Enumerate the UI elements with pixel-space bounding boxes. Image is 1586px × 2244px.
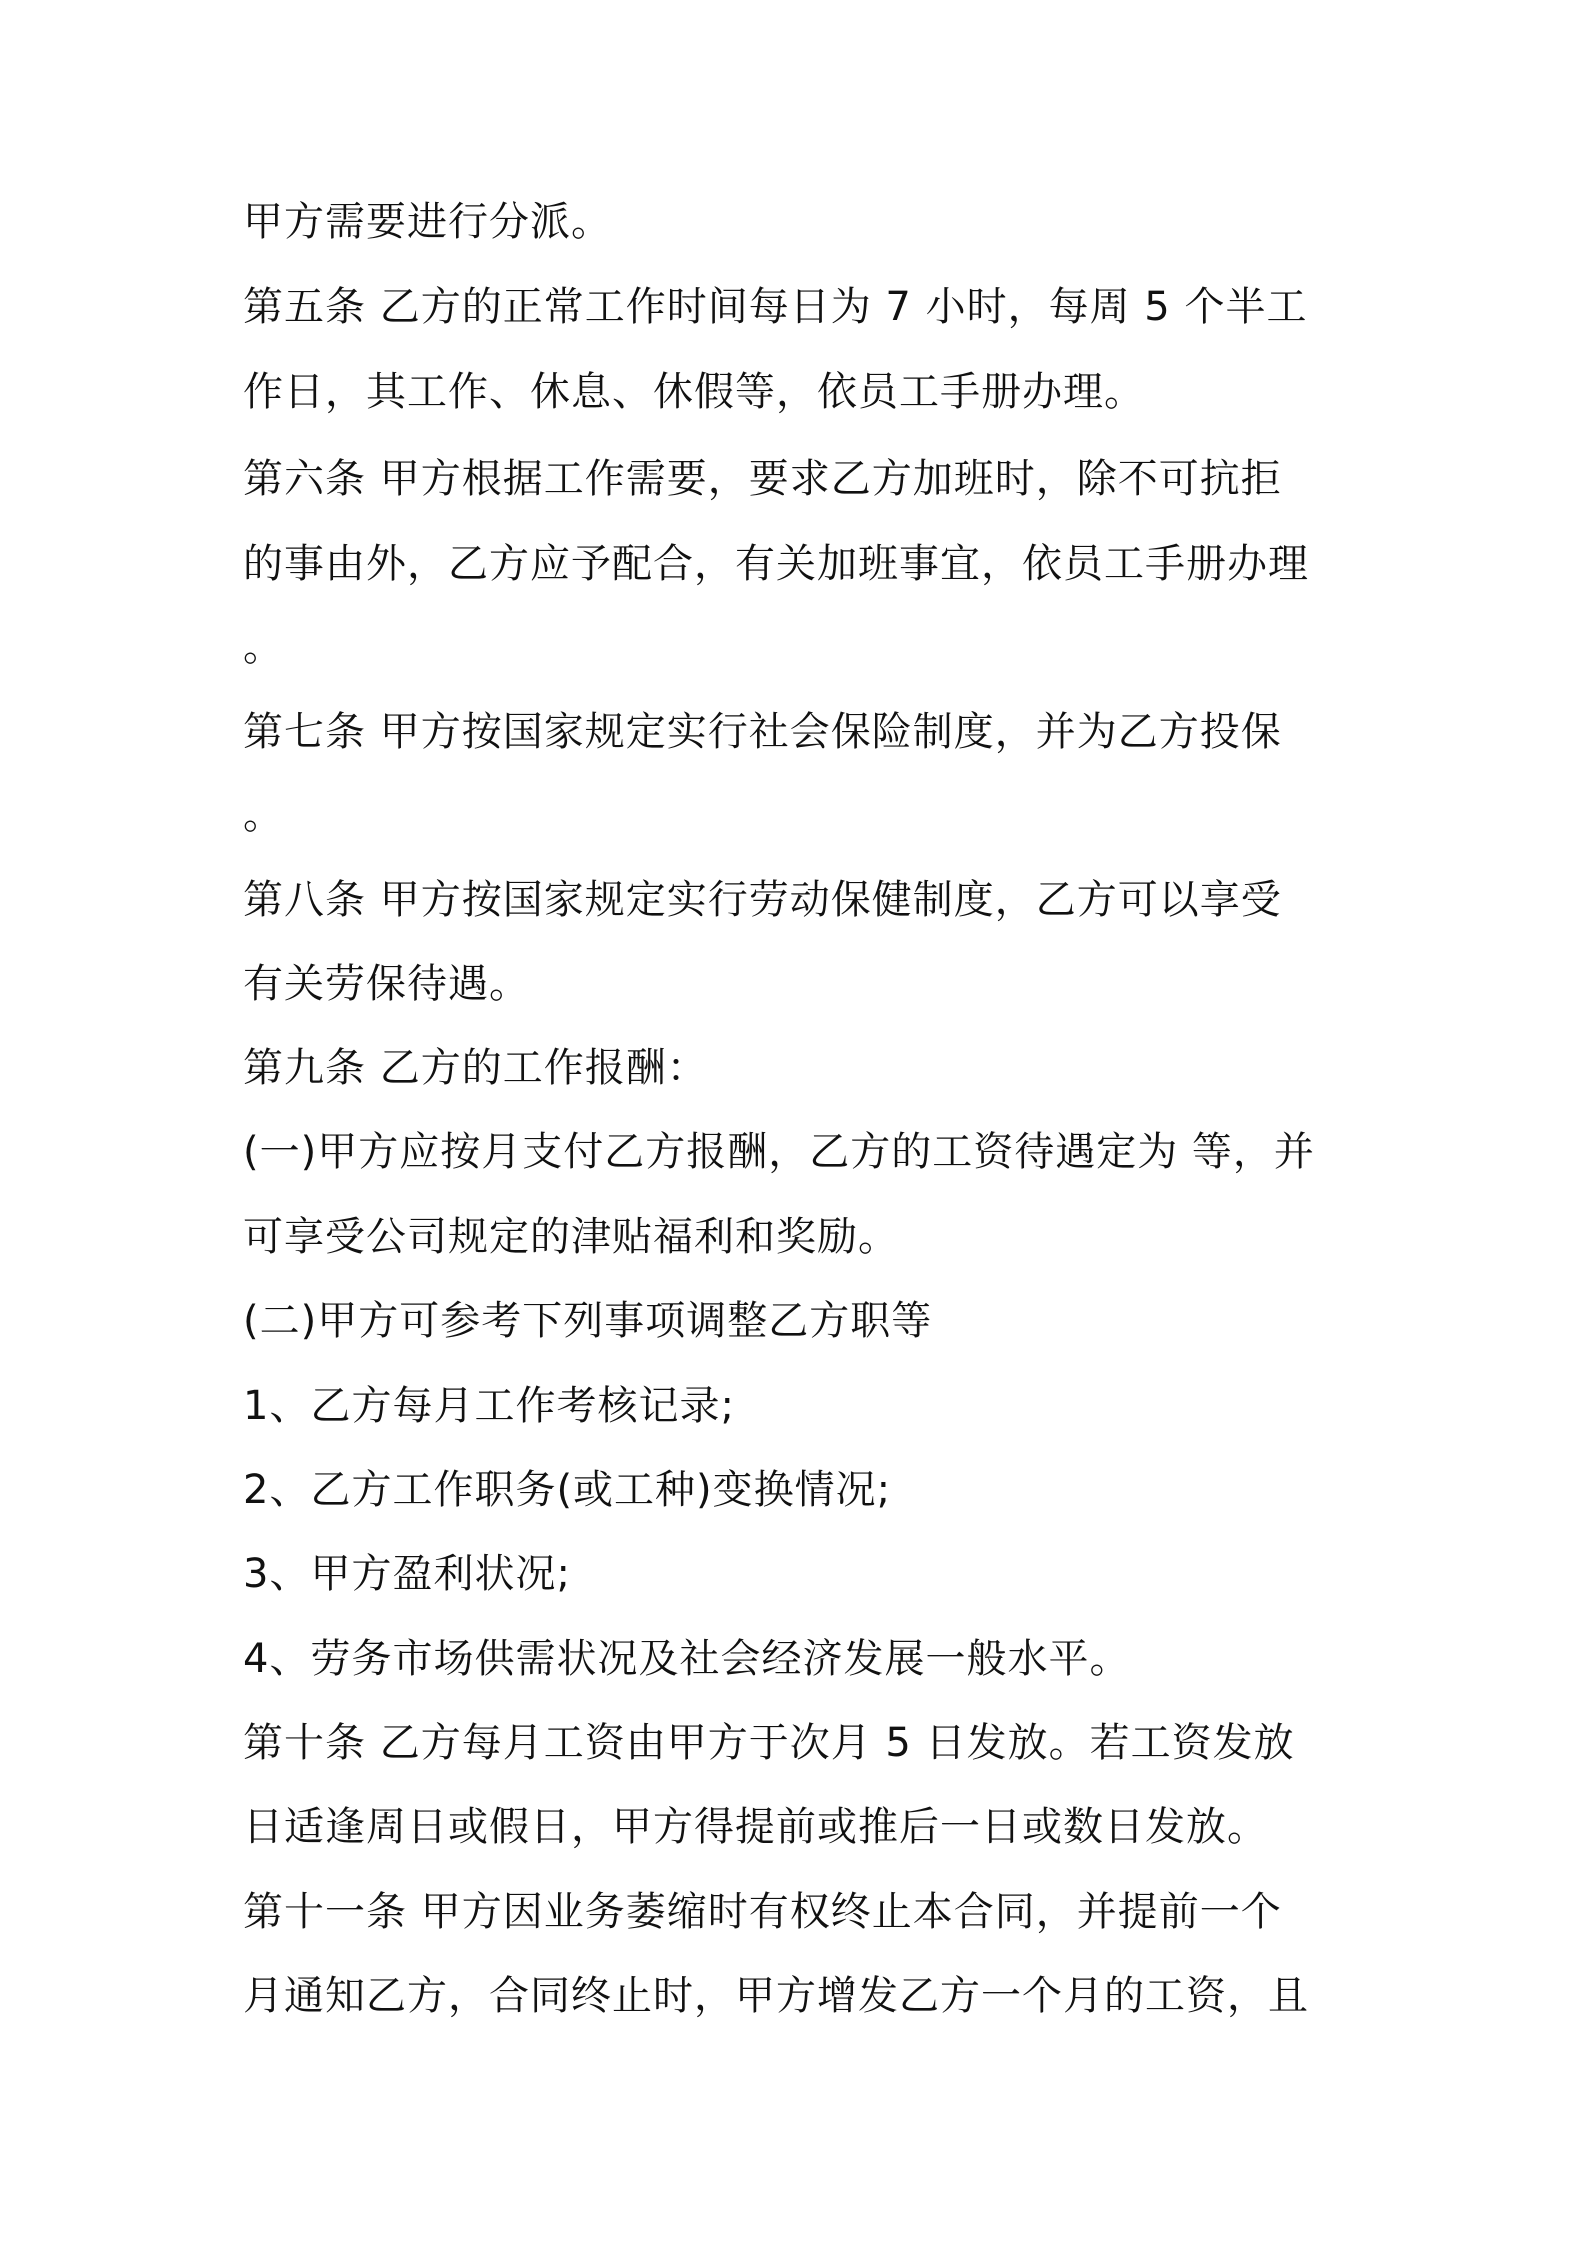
text-line: 第五条 乙方的正常工作时间每日为 7 小时，每周 5 个半工 [243,284,1308,330]
text-line: 作日，其工作、休息、休假等，依员工手册办理。 [243,369,1145,415]
text-line: 第八条 甲方按国家规定实行劳动保健制度，乙方可以享受 [243,877,1282,923]
text-line: 2、乙方工作职务(或工种)变换情况; [243,1467,892,1513]
text-line: 的事由外，乙方应予配合，有关加班事宜，依员工手册办理 [243,541,1309,587]
text-line: 。 [243,792,284,838]
text-line: 第六条 甲方根据工作需要，要求乙方加班时，除不可抗拒 [243,456,1282,502]
text-line: 有关劳保待遇。 [243,961,530,1007]
text-line: 1、乙方每月工作考核记录; [243,1383,735,1429]
text-line: 日适逢周日或假日，甲方得提前或推后一日或数日发放。 [243,1804,1268,1850]
text-line: 甲方需要进行分派。 [243,199,612,245]
text-line: 第十一条 甲方因业务萎缩时有权终止本合同，并提前一个 [243,1889,1282,1935]
text-line: 。 [243,624,284,670]
text-line: 月通知乙方，合同终止时，甲方增发乙方一个月的工资，且 [243,1973,1309,2019]
text-line: 可享受公司规定的津贴福利和奖励。 [243,1214,899,1260]
text-line: (二)甲方可参考下列事项调整乙方职等 [243,1298,933,1344]
text-line: 3、甲方盈利状况; [243,1551,571,1597]
text-line: 第十条 乙方每月工资由甲方于次月 5 日发放。若工资发放 [243,1720,1295,1766]
text-line: 4、劳务市场供需状况及社会经济发展一般水平。 [243,1636,1131,1682]
text-line: 第九条 乙方的工作报酬： [243,1045,708,1091]
text-line: 第七条 甲方按国家规定实行社会保险制度，并为乙方投保 [243,709,1282,755]
text-line: (一)甲方应按月支付乙方报酬，乙方的工资待遇定为 等，并 [243,1129,1315,1175]
